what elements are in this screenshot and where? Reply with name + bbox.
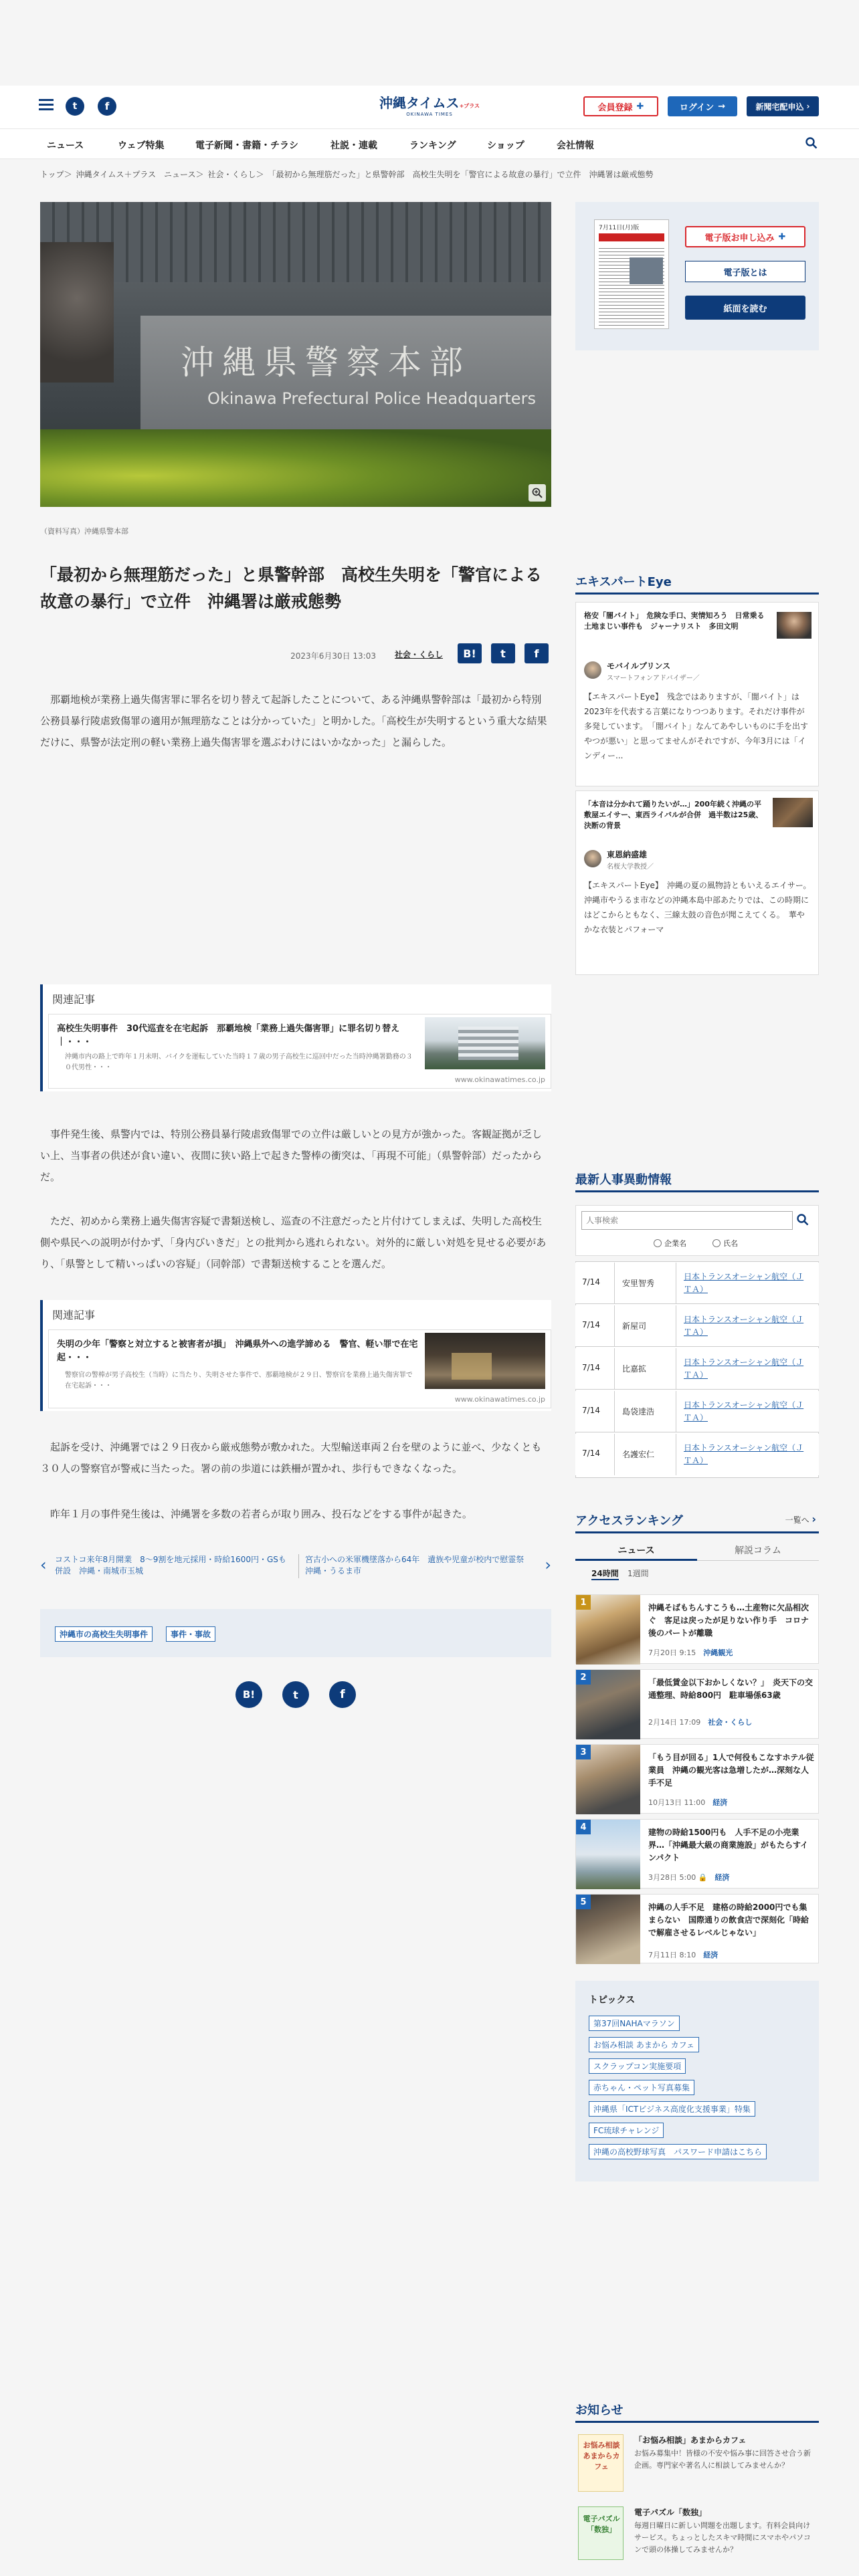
related-card-source: www.okinawatimes.co.jp <box>454 1395 545 1404</box>
ranking-heading: アクセスランキング 一覧へ › <box>575 1511 819 1533</box>
hatena-bookmark-button[interactable]: B! <box>235 1681 262 1708</box>
notice-heading: お知らせ <box>575 2401 819 2423</box>
topic-link[interactable]: 第37回NAHAマラソン <box>589 2016 680 2031</box>
prev-article-title: コストコ来年8月開業 8〜9割を地元採用・時給1600円・GSも併設 沖縄・南城市玉城 <box>55 1555 286 1576</box>
breadcrumb-news[interactable]: 沖縄タイムス＋プラス ニュース <box>76 170 196 179</box>
related-card-desc: 沖縄市内の路上で昨年１月未明、バイクを運転していた当時１７歳の男子高校生に巡回中だった当時沖縄署勤務の３０代男性・・・ <box>65 1053 413 1071</box>
row-name: 比嘉拡 <box>622 1364 647 1374</box>
rank-badge: 2 <box>576 1670 591 1685</box>
topic-link[interactable]: 赤ちゃん・ペット写真募集 <box>589 2080 694 2095</box>
breadcrumb-top[interactable]: トップ <box>40 170 64 179</box>
photo-caption: （資料写真）沖縄県警本部 <box>40 527 128 536</box>
arrow-right-icon: › <box>806 102 810 111</box>
main-nav <box>0 128 859 159</box>
building-top <box>40 202 551 282</box>
notice-thumbnail <box>578 2506 624 2560</box>
row-company[interactable]: 日本トランスオーシャン航空（ＪＴＡ） <box>684 1358 804 1380</box>
nav-item-ranking[interactable]: ランキング <box>409 140 456 151</box>
article-paragraph: 那覇地検が業務上過失傷害罪に罪名を切り替えて起訴したことについて、ある沖縄県警幹部は「最初から特別公務員暴行陵虐致傷罪の適用が無理筋なことは分かっていた」と明かした。「高校生が失明するという重大な結果だけに、県警が法定刑の軽い業務上過失傷害罪を選ぶわけにはいかなかった」と漏らした。 <box>40 693 547 748</box>
notice-body: 毎週日曜日に新しい問題を出題します。有料会員向けサービス。ちょっとしたスキマ時間にスマホやパソコンで頭の体操してみませんか？ <box>634 2521 811 2554</box>
row-date: 7/14 <box>582 1406 600 1415</box>
related-heading: 関連記事 <box>52 1309 96 1321</box>
notice-thumbnail-text: お悩み相談 あまからカフェ <box>583 2441 620 2471</box>
nav-item-shop[interactable]: ショップ <box>487 140 524 151</box>
hatena-bookmark-button[interactable]: B! <box>458 643 482 663</box>
ranking-meta: 2月14日 17:09 社会・くらし <box>648 1718 753 1727</box>
ranking-item[interactable] <box>575 1819 819 1889</box>
epaper-apply-button[interactable]: 電子版お申し込み ✚ <box>685 226 805 247</box>
register-button[interactable]: 会員登録 ✚ <box>583 96 658 116</box>
expert-avatar <box>584 850 601 867</box>
nav-item-editorial[interactable]: 社説・連載 <box>330 140 377 151</box>
expert-card[interactable] <box>575 602 819 786</box>
personnel-search-box <box>575 1205 819 1256</box>
login-arrow-icon: → <box>718 101 726 112</box>
subtab-week[interactable]: 1週間 <box>628 1569 649 1578</box>
logo-sub: OKINAWA TIMES <box>406 112 453 117</box>
notice-title: 電子パズル「数独」 <box>634 2508 707 2517</box>
search-icon[interactable] <box>797 1214 810 1227</box>
topic-link[interactable]: 沖縄県「ICTビジネス高度化支援事業」特集 <box>589 2101 755 2117</box>
next-article-title: 宮古小への米軍機墜落から64年 遺族や児童が校内で慰霊祭 沖縄・うるま市 <box>305 1555 533 1576</box>
notice-thumbnail <box>578 2434 624 2492</box>
lock-icon: 🔒 <box>698 1873 708 1882</box>
photo-sign-en: Okinawa Prefectural Police Headquarters <box>207 389 536 408</box>
notice-body: お悩み募集中！皆様の不安や悩み事に回答させ合う新企画。専門家や著名人に相談してみませんか？ <box>634 2449 811 2470</box>
topic-link[interactable]: スクラップコン実施要項 <box>589 2058 686 2074</box>
article-date: 2023年6月30日 13:03 <box>290 651 376 661</box>
epaper-thumbnail[interactable] <box>594 219 669 329</box>
twitter-icon[interactable]: t <box>66 97 84 116</box>
expert-card[interactable] <box>575 790 819 975</box>
facebook-share-button[interactable] <box>329 1681 356 1708</box>
expert-role: 名桜大学教授／ <box>607 863 654 871</box>
prev-article-link[interactable] <box>40 1553 294 1580</box>
expert-headline: 格安「闇バイト」 危険な手口、実情知ろう 日常乗る土地まじい事件も ジャーナリスト 多田文明 <box>584 611 765 631</box>
ranking-title: 「最低賃金以下おかしくない？」 炎天下の交通整理、時給800円 駐車場係63歳 <box>648 1678 814 1700</box>
ranking-more-link[interactable]: 一覧へ › <box>785 1513 816 1525</box>
table-row <box>575 1263 819 1304</box>
ranking-meta: 3月28日 5:00 🔒 経済 <box>648 1873 730 1882</box>
related-card[interactable] <box>48 1014 551 1089</box>
row-company[interactable]: 日本トランスオーシャン航空（ＪＴＡ） <box>684 1315 804 1337</box>
epaper-box <box>575 202 819 350</box>
article-category-link[interactable]: 社会・くらし <box>395 650 444 659</box>
logo-plus: +プラス <box>459 103 480 109</box>
ranking-title: 建物の時給1500円も 人手不足の小売業界…「沖縄最大級の商業施設」がもたらすインパクト <box>648 1828 808 1862</box>
twitter-icon: t <box>293 1688 298 1701</box>
zoom-icon[interactable] <box>529 484 546 502</box>
related-card-title: 高校生失明事件 30代巡査を在宅起訴 那覇地検「業務上過失傷害罪」に罪名切り替え｜・・・ <box>57 1024 400 1047</box>
rank-badge: 5 <box>576 1895 591 1909</box>
article-photo[interactable] <box>40 202 551 507</box>
hamburger-menu-icon[interactable] <box>39 99 54 111</box>
topic-link[interactable]: お悩み相談 あまから カフェ <box>589 2037 699 2052</box>
row-date: 7/14 <box>582 1320 600 1329</box>
twitter-share-button[interactable] <box>491 643 515 663</box>
nav-item-epaper[interactable]: 電子新聞・書籍・チラシ <box>195 140 298 151</box>
rank-badge: 3 <box>576 1745 591 1759</box>
site-logo[interactable] <box>377 92 482 119</box>
article-title: 「最初から無理筋だった」と県警幹部 高校生失明を「警官による故意の暴行」で立件 沖縄署は厳戒態勢 <box>40 565 543 611</box>
row-company[interactable]: 日本トランスオーシャン航空（ＪＴＡ） <box>684 1443 804 1465</box>
related-articles-box <box>40 1300 551 1411</box>
nav-item-company[interactable]: 会社情報 <box>557 140 594 151</box>
ranking-meta: 7月20日 9:15 沖縄観光 <box>648 1648 733 1657</box>
row-name: 名護宏仁 <box>622 1450 655 1459</box>
chevron-right-icon: › <box>812 1513 816 1525</box>
chevron-right-icon: › <box>545 1555 551 1574</box>
nav-item-web-feature[interactable]: ウェブ特集 <box>118 140 165 151</box>
logo-text: 沖縄タイムス <box>379 95 460 111</box>
plus-badge-icon: ✚ <box>636 101 644 112</box>
next-article-link[interactable] <box>305 1553 551 1580</box>
related-heading: 関連記事 <box>52 993 96 1006</box>
related-card-source: www.okinawatimes.co.jp <box>454 1075 545 1084</box>
related-card[interactable] <box>48 1329 551 1408</box>
ranking-item[interactable] <box>575 1594 819 1664</box>
topic-link[interactable]: FC琉球チャレンジ <box>589 2123 664 2138</box>
epaper-about-button[interactable]: 電子版とは <box>685 261 805 282</box>
tag-link[interactable]: 沖縄市の高校生失明事件 <box>55 1626 153 1642</box>
expert-body: 【エキスパートEye】 沖縄の夏の風物詩ともいえるエイサー。沖縄市やうるま市などの沖縄本島中部あたりでは、この時期にはどこからともなく、三線太鼓の音色が聞こえてくる。 華やかな衣装とパフォーマ <box>584 881 812 934</box>
personnel-heading: 最新人事異動情報 <box>575 1170 819 1192</box>
related-card-thumbnail <box>425 1017 545 1069</box>
row-company[interactable]: 日本トランスオーシャン航空（ＪＴＡ） <box>684 1400 804 1422</box>
ranking-title: 「もう目が回る」1人で何役もこなすホテル従業員 沖縄の観光客は急増したが…深刻な人手不足 <box>648 1753 814 1788</box>
row-name: 安里智秀 <box>622 1279 655 1288</box>
ranking-title: 沖縄の人手不足 建格の時給2000円でも集まらない 国際通りの飲食店で深刻化「時給で解雇させるレベルじゃない」 <box>648 1903 809 1937</box>
facebook-icon[interactable]: f <box>98 97 116 116</box>
related-articles-box <box>40 984 551 1091</box>
nav-item-news[interactable]: ニュース <box>47 140 84 151</box>
expert-headline: 「本音は分かれて踊りたいが…」200年続く沖縄の平敷屋エイサー、東西ライバルが合併 過半数は25歳、決断の背景 <box>584 800 763 830</box>
radio-circle-icon <box>654 1239 662 1247</box>
tab-column[interactable]: 解説コラム <box>697 1539 819 1561</box>
row-date: 7/14 <box>582 1277 600 1287</box>
row-name: 新屋司 <box>622 1321 647 1331</box>
related-card-desc: 警察官の警棒が男子高校生（当時）に当たり、失明させた事件で、那覇地検が２９日、警察官を業務上過失傷害罪で在宅起訴・・・ <box>65 1372 413 1390</box>
ranking-meta: 7月11日 8:10 経済 <box>648 1951 719 1959</box>
expert-avatar <box>584 661 601 679</box>
twitter-share-button[interactable] <box>282 1681 309 1708</box>
related-card-thumbnail <box>425 1333 545 1389</box>
row-date: 7/14 <box>582 1448 600 1458</box>
article-paragraph: ただ、初めから業務上過失傷害容疑で書類送検し、巡査の不注意だったと片付けてしまえば、失明した高校生側や県民への説明が付かず、「身内びいきだ」との批判から逃れられない。対外的に厳しい対処を見せる必要があり、「県警として精いっぱいの容疑」（同幹部）で書類送検することを選んだ。 <box>40 1215 547 1270</box>
tags-box <box>40 1609 551 1657</box>
notice-item[interactable] <box>575 2504 819 2575</box>
divider <box>298 1554 299 1578</box>
read-paper-button[interactable]: 紙面を読む <box>685 296 805 320</box>
plus-badge-icon: ✚ <box>778 231 786 242</box>
ranking-item[interactable] <box>575 1744 819 1814</box>
radio-company[interactable]: 企業名 <box>654 1238 686 1249</box>
notice-item[interactable] <box>575 2432 819 2498</box>
article-paragraph: 起訴を受け、沖縄署では２９日夜から厳戒態勢が敷かれた。大型輸送車両２台を壁のように並べ、少なくとも３０人の警察官が警戒に当たった。署の前の歩道には鉄柵が置かれ、歩行もできなくなった。 <box>40 1441 542 1475</box>
topic-link[interactable]: 沖縄の高校野球写真 パスワード申請はこちら <box>589 2144 767 2159</box>
table-row <box>575 1348 819 1390</box>
table-row <box>575 1434 819 1475</box>
expert-thumbnail <box>777 612 812 639</box>
twitter-icon: t <box>500 647 506 660</box>
rank-badge: 1 <box>576 1595 591 1610</box>
epaper-date: 7月11日(月)版 <box>599 225 640 231</box>
table-row <box>575 1305 819 1347</box>
expert-name: モバイルプリンス <box>607 661 671 671</box>
breadcrumb-category[interactable]: 社会・くらし <box>207 170 256 179</box>
shrubs <box>40 429 551 507</box>
expert-eye-heading: エキスパートEye <box>575 572 819 595</box>
row-name: 島袋達浩 <box>622 1407 655 1416</box>
related-card-title: 失明の少年「警察と対立すると被害者が損」 沖縄県外への進学諦める 警官、軽い罪で在宅起・・・ <box>57 1339 418 1363</box>
row-company[interactable]: 日本トランスオーシャン航空（ＪＴＡ） <box>684 1272 804 1294</box>
row-date: 7/14 <box>582 1363 600 1372</box>
article-paragraph: 事件発生後、県警内では、特別公務員暴行陵虐致傷罪での立件は厳しいとの見方が強かった。客観証拠が乏しい上、当事者の供述が食い違い、夜間に狭い路上で起きた警棒の衝突は、「再現不可能」（県警幹部）だったからだ。 <box>40 1128 543 1183</box>
expert-body: 【エキスパートEye】 残念ではありますが、「闇バイト」は2023年を代表する言葉になりつつあります。それだけ事件が多発しています。 「闇バイト」なんてあやしいものに手を出すやつが悪い」と思ってませんがそれですが、今年3月には「インディー... <box>584 692 809 760</box>
article-paragraph: 昨年１月の事件発生後は、沖縄署を多数の若者らが取り囲み、投石などをする事件が起きた。 <box>50 1508 472 1520</box>
breadcrumb: トップ＞ 沖縄タイムス＋プラス ニュース＞ 社会・くらし＞ 「最初から無理筋だった」と県警幹部 高校生失明を「警官による故意の暴行」で立件 沖縄署は厳戒態勢 <box>40 170 654 179</box>
login-button[interactable]: ログイン → <box>668 96 737 116</box>
rank-badge: 4 <box>576 1820 591 1834</box>
breadcrumb-current: 「最初から無理筋だった」と県警幹部 高校生失明を「警官による故意の暴行」で立件 沖縄署は厳戒態勢 <box>268 170 654 179</box>
ranking-item[interactable] <box>575 1894 819 1963</box>
radio-person[interactable]: 氏名 <box>712 1238 738 1249</box>
table-row <box>575 1391 819 1432</box>
site-header <box>0 86 859 128</box>
ranking-item[interactable] <box>575 1669 819 1739</box>
facebook-share-button[interactable] <box>524 643 549 663</box>
search-icon[interactable] <box>805 137 818 149</box>
expert-thumbnail <box>773 798 813 827</box>
subscribe-button[interactable]: 新聞宅配申込 › <box>747 96 819 116</box>
subtab-24h[interactable]: 24時間 <box>591 1568 619 1580</box>
facebook-icon: f <box>340 1688 345 1701</box>
expert-name: 東恩納盛雄 <box>607 850 648 859</box>
photo-sign-jp: 沖縄県警察本部 <box>181 343 471 382</box>
expert-role: スマートフォンアドバイザー／ <box>607 675 700 682</box>
personnel-search-input[interactable] <box>581 1211 793 1230</box>
tag-link[interactable]: 事件・事故 <box>166 1626 215 1642</box>
topics-heading: トピックス <box>589 1995 636 2006</box>
notice-thumbnail-text: 電子パズル「数独」 <box>583 2514 620 2534</box>
radio-circle-icon <box>712 1239 721 1247</box>
facebook-icon: f <box>534 647 539 660</box>
ranking-title: 沖縄そばもちんすこうも…土産物に欠品相次ぐ 客足は戻ったが足りない作り手 コロナ後のパートが離職 <box>648 1603 809 1638</box>
tab-news[interactable]: ニュース <box>575 1539 697 1561</box>
chevron-left-icon: ‹ <box>40 1555 47 1574</box>
notice-title: 「お悩み相談」あまからカフェ <box>634 2436 747 2445</box>
shisa-statue <box>40 242 114 383</box>
ranking-meta: 10月13日 11:00 経済 <box>648 1798 728 1807</box>
